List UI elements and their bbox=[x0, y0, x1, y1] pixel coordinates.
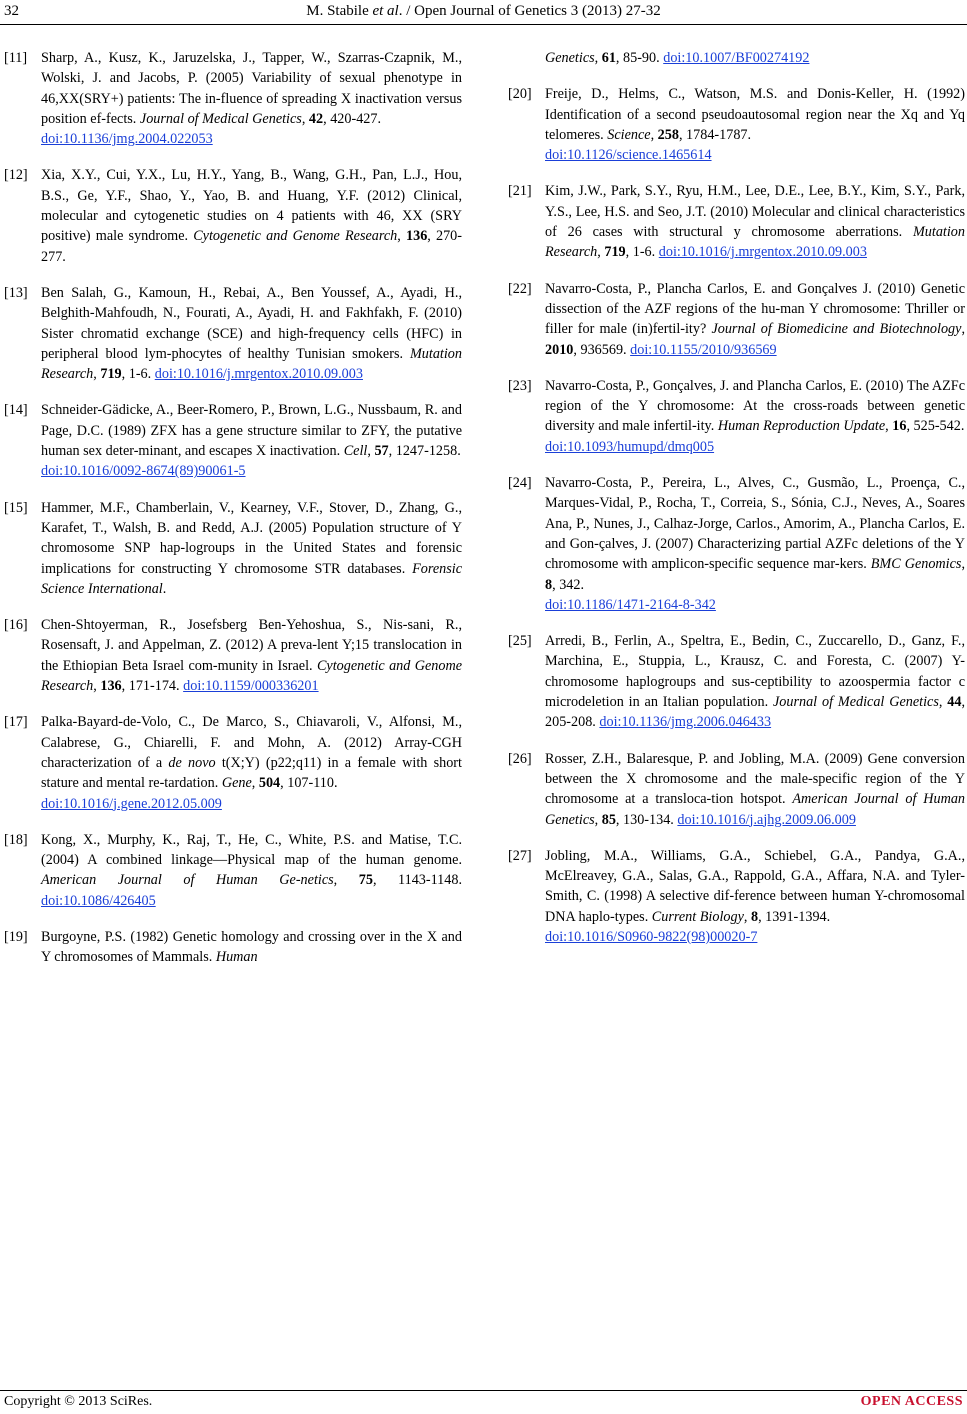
reference-14: [14] Schneider-Gädicke, A., Beer-Romero, P., Brown, L.G., Nussbaum, R. and Page, D.C. (1989) ZFX has a gene structure similar to ZFY, the putative human sex deter-minant, and escapes X inactivation. Cell, 57, 1247-1258. doi:10.1016/0092-8674(89)90061-5 bbox=[4, 402, 462, 480]
doi-link[interactable]: doi:10.1016/j.gene.2012.05.009 bbox=[41, 795, 222, 812]
references-right-column bbox=[508, 48, 965, 963]
doi-link[interactable]: doi:10.1126/science.1465614 bbox=[545, 147, 712, 164]
reference-27: [27] Jobling, M.A., Williams, G.A., Schiebel, G.A., Pandya, G.A., McElreavey, G.A., Salas, G.A., Rappold, G.A., Affara, N.A. and Tyler-Smith, C. (1998) A selective dif-ference between human Y-chromosomal DNA haplo-types. Current Biology, 8, 1391-1394. doi:10.1016/S0960-9822(98)00020-7 bbox=[508, 847, 965, 945]
reference-17: [17] Palka-Bayard-de-Volo, C., De Marco, S., Chiavaroli, V., Alfonsi, M., Calabrese, G., Chiarelli, F. and Mohn, A. (2012) Array-CGH characterization of a de novo t(X;Y) (p22;q11) in a female with short stature and mental re-tardation. Gene, 504, 107-110. doi:10.1016/j.gene.2012.05.009 bbox=[4, 714, 462, 812]
doi-link[interactable]: doi:10.1159/000336201 bbox=[183, 678, 319, 695]
doi-link[interactable]: doi:10.1186/1471-2164-8-342 bbox=[545, 596, 716, 613]
reference-19-continued: Genetics, 61, 85-90. doi:10.1007/BF00274192 bbox=[545, 50, 810, 66]
reference-15: [15] Hammer, M.F., Chamberlain, V., Kearney, V.F., Stover, D., Zhang, G., Karafet, T., Walsh, B. and Redd, A.J. (2005) Population structure of Y chromosome SNP hap-logroups in the United States and forensic implications for constructing Y chromosome STR databases. Forensic Science International. bbox=[4, 499, 462, 597]
reference-23: [23] Navarro-Costa, P., Gonçalves, J. and Plancha Carlos, E. (2010) The AZFc region of the Y chromosome: At the cross-roads between genetic diversity and male infertil-ity. Human Reproduction Update, 16, 525-542. doi:10.1093/humupd/dmq005 bbox=[508, 377, 965, 455]
doi-link[interactable]: doi:10.1007/BF00274192 bbox=[663, 50, 810, 66]
reference-24: [24] Navarro-Costa, P., Pereira, L., Alves, C., Gusmão, L., Proença, C., Marques-Vidal, P., Rocha, T., Correia, S., Sónia, C.J., Neves, A., Soares Ana, P., Nunes, J., Calhaz-Jorge, Carlos., Amorim, A., Plancha Carlos, E. and Gon-çalves, J. (2007) Characterizing partial AZFc deletions of the Y chromosome with amplicon-specific sequence mar-kers. BMC Genomics, 8, 342. doi:10.1186/1471-2164-8-342 bbox=[508, 475, 965, 613]
doi-link[interactable]: doi:10.1016/j.ajhg.2009.06.009 bbox=[677, 811, 856, 828]
reference-11: [11] Sharp, A., Kusz, K., Jaruzelska, J., Tapper, W., Szarras-Czapnik, M., Wolski, J. and Jacobs, P. (2005) Variability of sexual phenotype in 46,XX(SRY+) patients: The in-fluence of spreading X inactivation versus position ef-fects. Journal of Medical Genetics, 42, 420-427. doi:10.1136/jmg.2004.022053 bbox=[4, 50, 462, 148]
running-head: M. Stabile et al. / Open Journal of Genetics 3 (2013) 27-32 bbox=[306, 3, 661, 19]
doi-link[interactable]: doi:10.1016/S0960-9822(98)00020-7 bbox=[545, 928, 758, 945]
reference-16: [16] Chen-Shtoyerman, R., Josefsberg Ben-Yehoshua, S., Nis-sani, R., Rosensaft, J. and Appelman, Z. (2012) A preva-lent Y;15 translocation in the Ethiopian Beta Israel com-munity in Israel. Cytogenetic and Genome Research, 136, 171-174. doi:10.1159/000336201 bbox=[4, 617, 462, 695]
references-left-column bbox=[4, 48, 462, 984]
doi-link[interactable]: doi:10.1093/humupd/dmq005 bbox=[545, 438, 715, 455]
open-access-badge: OPEN ACCESS bbox=[860, 1394, 963, 1409]
reference-25: [25] Arredi, B., Ferlin, A., Speltra, E., Bedin, C., Zuccarello, D., Ganz, F., Marchina, E., Stuppia, L., Krausz, C. and Foresta, C. (2007) Y-chromosome haplogroups and sus-ceptibility to azoospermia factor c microdeletion in an Italian population. Journal of Medical Genetics, 44, 205-208. doi:10.1136/jmg.2006.046433 bbox=[508, 633, 965, 731]
doi-link[interactable]: doi:10.1016/0092-8674(89)90061-5 bbox=[41, 463, 246, 480]
reference-19-start: [19] Burgoyne, P.S. (1982) Genetic homology and crossing over in the X and Y chromosomes of Mammals. Human bbox=[4, 928, 462, 966]
doi-link[interactable]: doi:10.1136/jmg.2006.046433 bbox=[599, 714, 772, 731]
doi-link[interactable]: doi:10.1136/jmg.2004.022053 bbox=[41, 131, 213, 148]
reference-21: [21] Kim, J.W., Park, S.Y., Ryu, H.M., Lee, D.E., Lee, B.Y., Kim, S.Y., Park, Y.S., Lee, H.S. and Seo, J.T. (2010) Molecular and clinical characteristics of 26 cases with structural y chromosome aberrations. Mutation Research, 719, 1-6. doi:10.1016/j.mrgentox.2010.09.003 bbox=[508, 183, 965, 261]
doi-link[interactable]: doi:10.1086/426405 bbox=[41, 892, 156, 909]
footer-divider bbox=[0, 1390, 967, 1391]
doi-link[interactable]: doi:10.1155/2010/936569 bbox=[630, 341, 777, 358]
header-divider bbox=[0, 24, 967, 25]
doi-link[interactable]: doi:10.1016/j.mrgentox.2010.09.003 bbox=[154, 366, 363, 383]
reference-19-journal-part2: Genetics bbox=[545, 50, 595, 66]
reference-26: [26] Rosser, Z.H., Balaresque, P. and Jobling, M.A. (2009) Gene conversion between the X chromosome and the male-specific region of the Y chromosome at a transloca-tion hotspot. American Journal of Human Genetics, 85, 130-134. doi:10.1016/j.ajhg.2009.06.009 bbox=[508, 750, 966, 828]
page-number: 32 bbox=[4, 3, 19, 19]
reference-13: [13] Ben Salah, G., Kamoun, H., Rebai, A., Ben Youssef, A., Ayadi, H., Belghith-Mahfoudh, N., Fourati, A., Ayadi, H. and Fakhfakh, F. (2010) Sister chromatid exchange (SCE) and high-frequency cells (HFC) in peripheral blood lym-phocytes of healthy Tunisian smokers. Mutation Research, 719, 1-6. doi:10.1016/j.mrgentox.2010.09.003 bbox=[4, 284, 462, 383]
copyright-notice: Copyright © 2013 SciRes. bbox=[4, 1394, 153, 1409]
reference-18: [18] Kong, X., Murphy, K., Raj, T., He, C., White, P.S. and Matise, T.C. (2004) A combined linkage—Physical map of the human genome. American Journal of Human Ge-netics, 75, 1143-1148. doi:10.1086/426405 bbox=[4, 831, 462, 909]
reference-19-journal-part1: Human bbox=[215, 949, 258, 966]
reference-22: [22] Navarro-Costa, P., Plancha Carlos, E. and Gonçalves J. (2010) Genetic dissection of the AZF regions of the hu-man Y chromosome: Thriller or filler for male (in)fertil-ity? Journal of Biomedicine and Biotechnology, 2010, 936569. doi:10.1155/2010/936569 bbox=[508, 280, 965, 358]
running-head-etal: et al bbox=[372, 3, 399, 19]
doi-link[interactable]: doi:10.1016/j.mrgentox.2010.09.003 bbox=[658, 244, 867, 261]
reference-20: [20] Freije, D., Helms, C., Watson, M.S. and Donis-Keller, H. (1992) Identification of a second pseudoautosomal region near the Xq and Yq telomeres. Science, 258, 1784-1787. doi:10.1126/science.1465614 bbox=[508, 86, 965, 164]
reference-12: [12] Xia, X.Y., Cui, Y.X., Lu, H.Y., Yang, B., Wang, G.H., Pan, L.J., Hou, B.S., Ge, Y.F., Shao, Y., Yao, B. and Huang, Y.F. (2012) Clinical, molecular and cytogenetic studies on 4 patients with 46, XX (SRY positive) male syndrome. Cytogenetic and Genome Research, 136, 270-277. bbox=[4, 167, 462, 265]
